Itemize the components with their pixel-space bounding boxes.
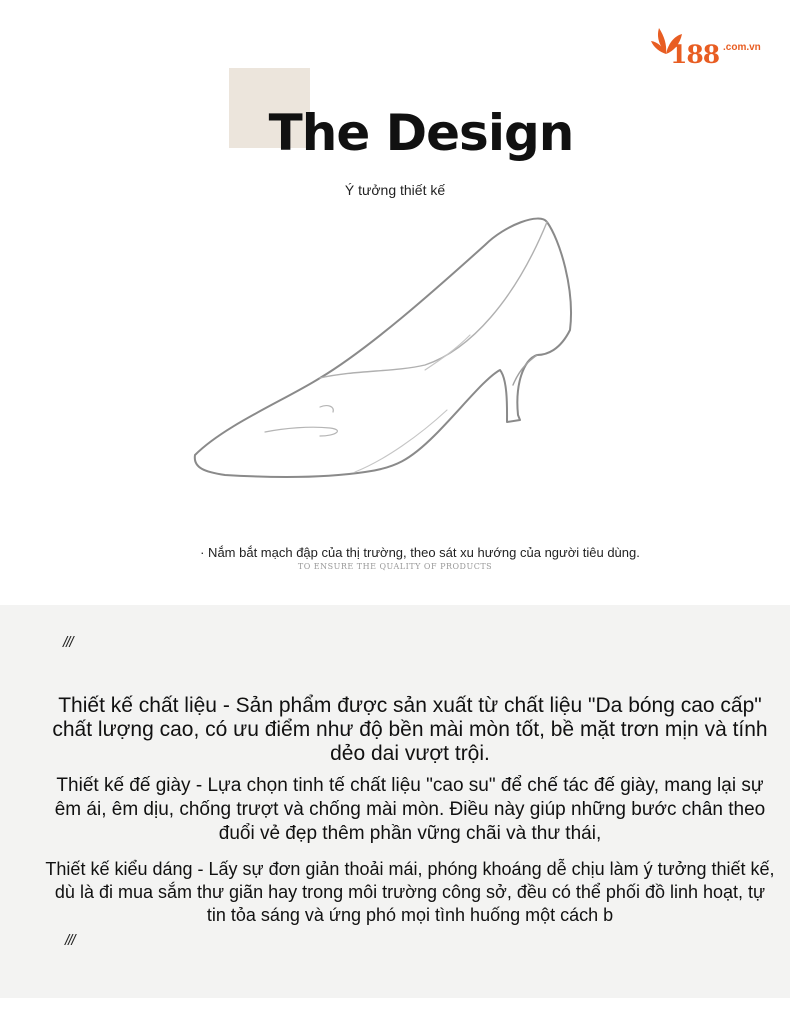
logo-text: 188 bbox=[670, 40, 720, 69]
paragraph-material: Thiết kế chất liệu - Sản phẩm được sản xuất từ chất liệu "Da bóng cao cấp" chất lượng cao, có ưu điểm như độ bền mài mòn tốt, bề mặt trơn mịn và tính dẻo dai vượt trội. bbox=[52, 694, 768, 765]
high-heel-shoe-icon bbox=[185, 210, 585, 500]
page-subtitle: Ý tưởng thiết kế bbox=[344, 182, 446, 198]
slash-decoration-top: /// bbox=[63, 634, 73, 651]
tagline-english: TO ENSURE THE QUALITY OF PRODUCTS bbox=[297, 562, 493, 571]
paragraph-sole: Thiết kế đế giày - Lựa chọn tinh tế chất liệu "cao su" để chế tác đế giày, mang lại sự êm ái, êm dịu, chống trượt và chống mài mòn. Điều này giúp những bước chân theo đuổi vẻ đẹp thêm phần vững chãi và thư thái, bbox=[54, 775, 766, 844]
page-title: The Design bbox=[268, 104, 574, 162]
slash-decoration-bottom: /// bbox=[65, 932, 75, 949]
logo-domain: .com.vn bbox=[723, 42, 761, 53]
brand-logo[interactable] bbox=[650, 22, 780, 72]
paragraph-style: Thiết kế kiểu dáng - Lấy sự đơn giản thoải mái, phóng khoáng dễ chịu làm ý tưởng thiết kế, dù là đi mua sắm thư giãn hay trong môi trường công sở, đều có thể phối đồ linh hoạt, tự tin tỏa sáng và ứng phó mọi tình huống một cách b bbox=[45, 859, 775, 925]
tagline: · Nắm bắt mạch đập của thị trường, theo sát xu hướng của người tiêu dùng. bbox=[200, 545, 640, 560]
